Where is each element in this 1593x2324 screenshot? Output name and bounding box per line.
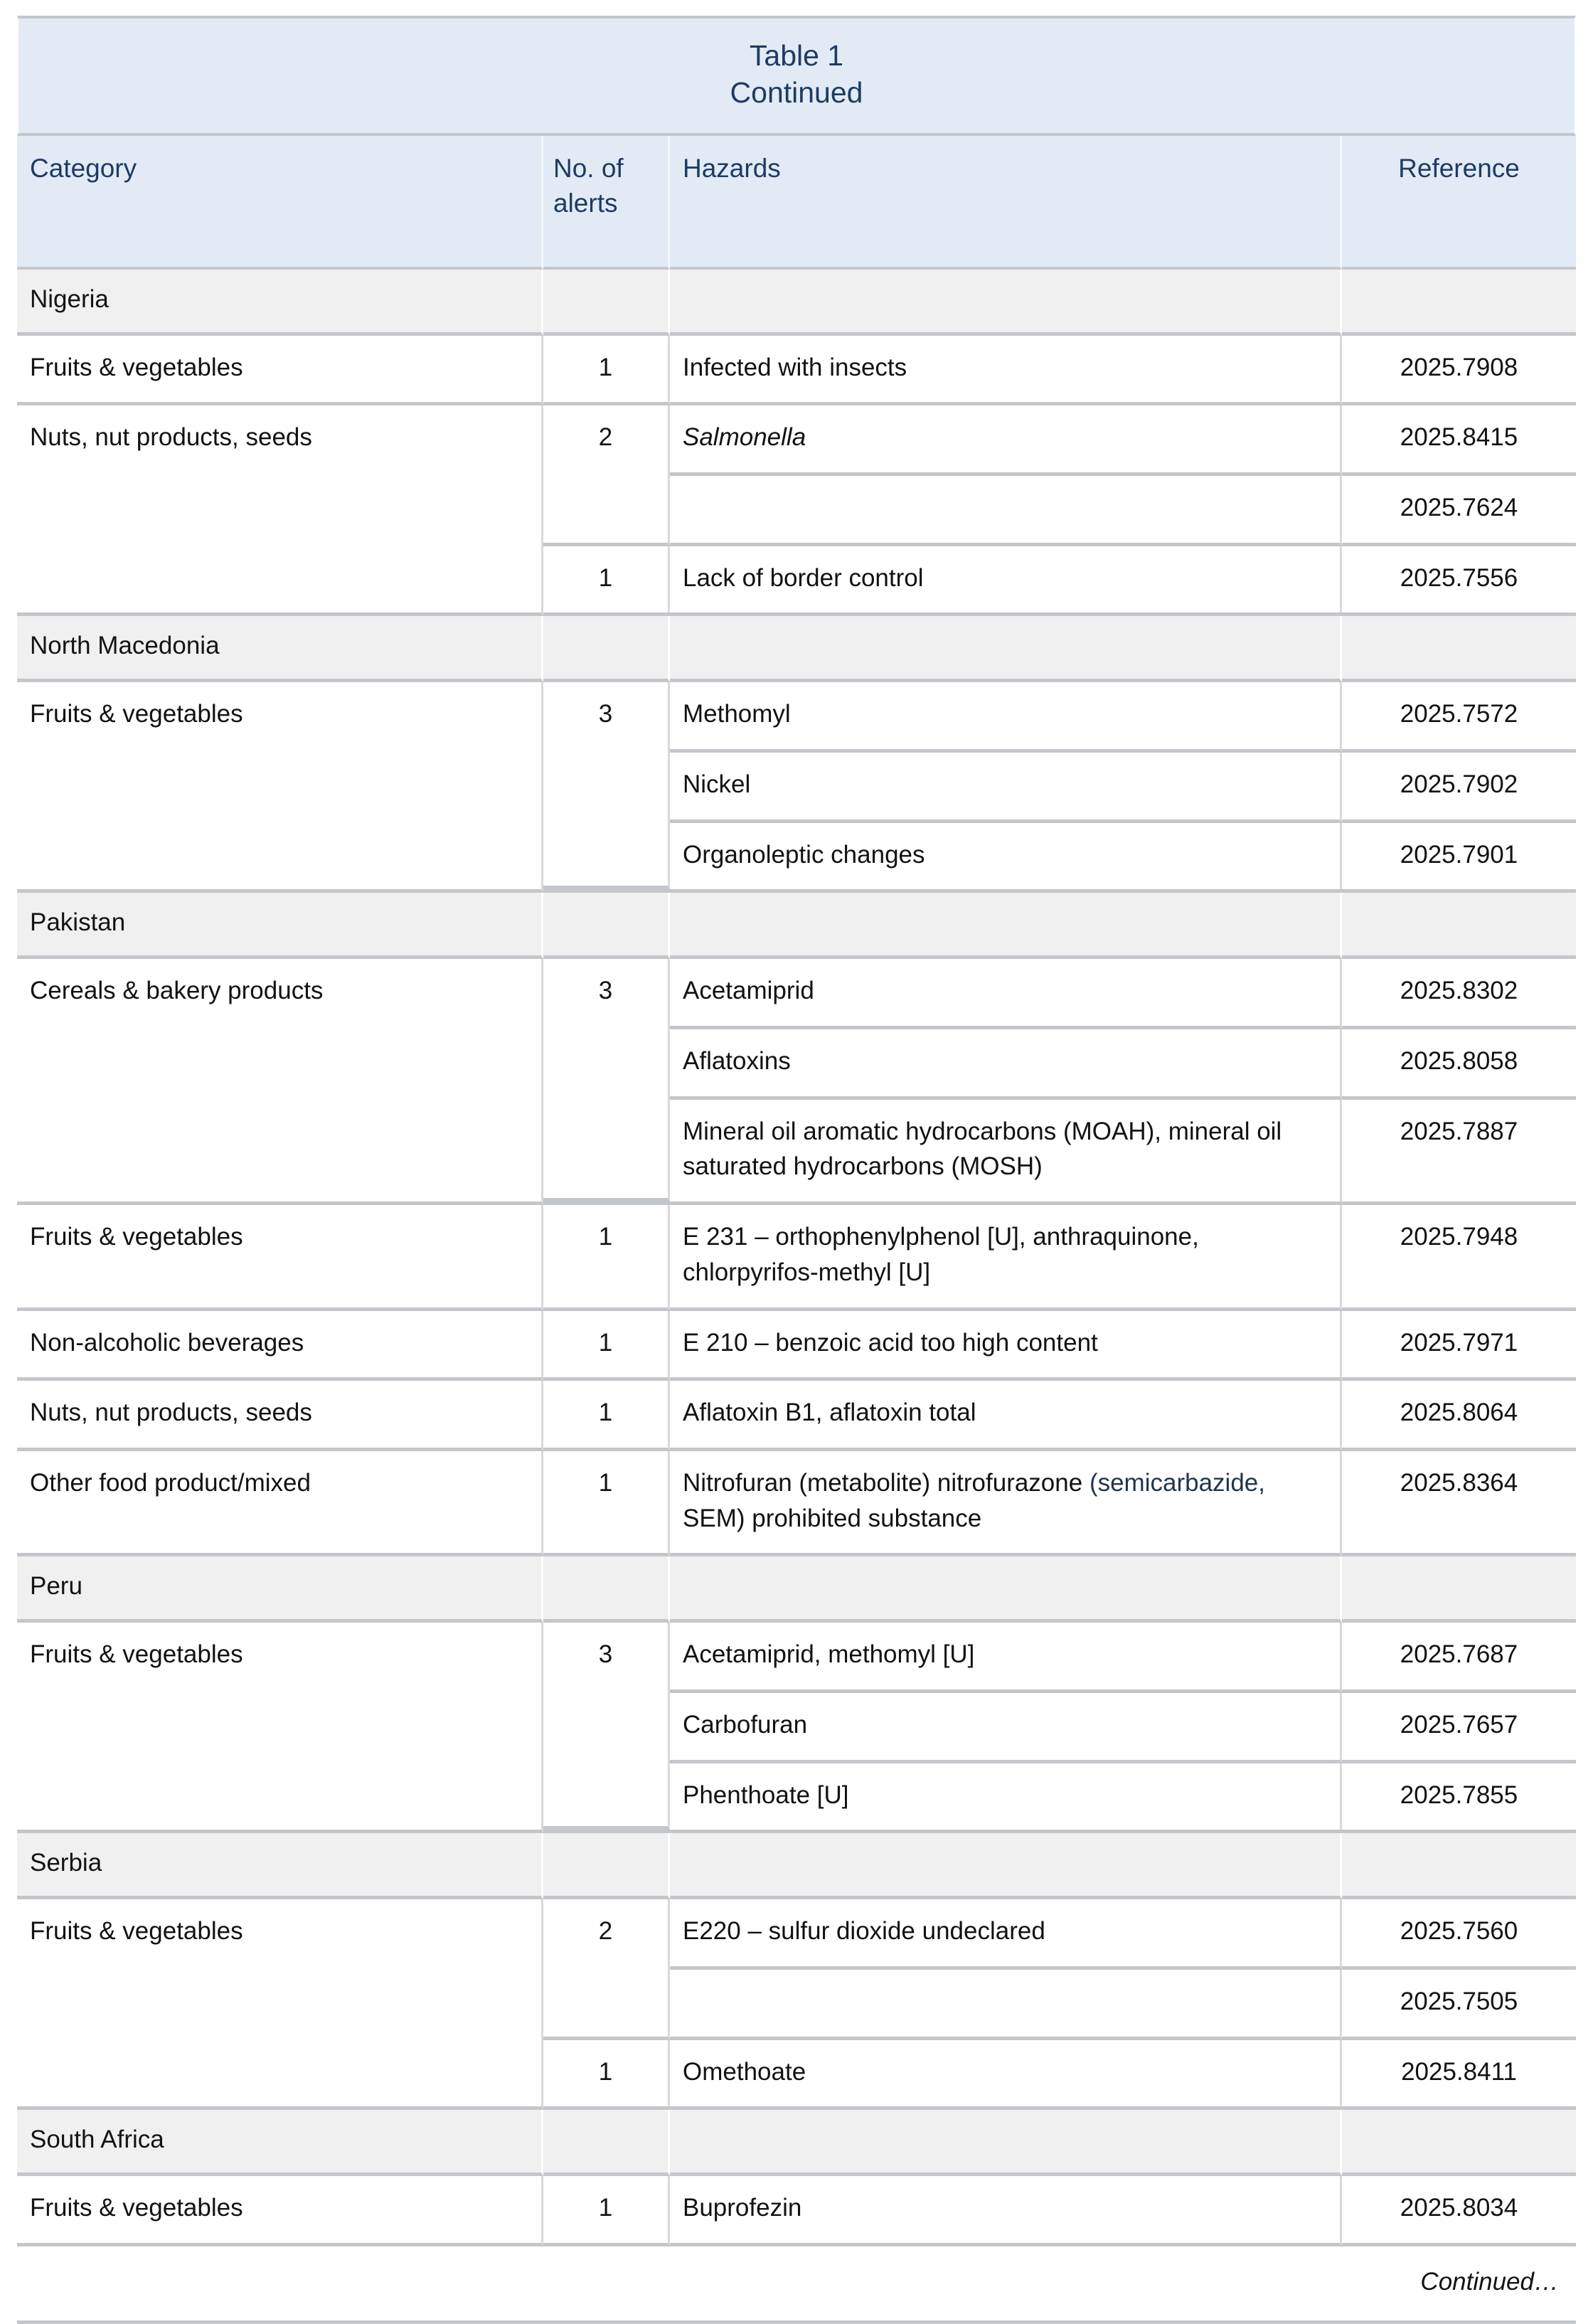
num-alerts-cell: 1 <box>543 1381 670 1451</box>
reference-cell: 2025.7948 <box>1342 1205 1576 1310</box>
num-alerts-cell: 1 <box>543 2040 670 2107</box>
reference-cell: 2025.7887 <box>1342 1100 1576 1201</box>
hazard-text-part: Nitrofuran (metabolite) nitrofurazone <box>683 1468 1089 1497</box>
num-alerts-cell: 3 <box>543 682 670 889</box>
table-row <box>17 405 1576 616</box>
sub-row <box>543 1623 1576 1693</box>
category-cell: Fruits & vegetables <box>17 1205 543 1310</box>
reference-cell: 2025.7855 <box>1342 1763 1576 1830</box>
num-alerts-cell: 1 <box>543 336 670 406</box>
hazard-text-highlight: (semicarbazide, <box>1089 1468 1265 1497</box>
country-hazard-spacer <box>670 893 1342 959</box>
category-cell: Fruits & vegetables <box>17 2176 543 2246</box>
sub-row <box>543 682 1576 753</box>
hazard-text: Buprofezin <box>683 2194 802 2222</box>
table-title-line2: Continued <box>730 76 863 110</box>
country-num-spacer <box>543 270 670 336</box>
column-header-reference: Reference <box>1342 136 1576 270</box>
reference-cell: 2025.8364 <box>1342 1451 1576 1556</box>
grouped-cells <box>543 405 1576 616</box>
country-reference-spacer <box>1342 616 1576 682</box>
table-title-row <box>17 16 1576 136</box>
hazard-text-part: SEM) prohibited substance <box>683 1504 982 1532</box>
hazards-cell <box>670 1029 1342 1100</box>
country-hazard-spacer <box>670 1556 1342 1623</box>
country-num-spacer <box>543 1833 670 1899</box>
column-header-hazards: Hazards <box>670 136 1342 270</box>
grouped-cells <box>543 682 1576 893</box>
category-cell: Fruits & vegetables <box>17 1623 543 1833</box>
sub-row <box>543 1100 1576 1201</box>
hazards-cell <box>670 1763 1342 1830</box>
hazards-cell <box>670 546 1342 613</box>
country-num-spacer <box>543 1556 670 1623</box>
reference-cell: 2025.7908 <box>1342 336 1576 406</box>
table-title <box>17 16 1576 136</box>
hazard-text: Aflatoxins <box>683 1047 791 1076</box>
country-hazard-spacer <box>670 2110 1342 2176</box>
table-row <box>17 2176 1576 2246</box>
sub-row <box>543 476 1576 546</box>
country-section-row <box>17 1833 1576 1899</box>
country-num-spacer <box>543 616 670 682</box>
hazards-cell <box>670 1623 1342 1693</box>
country-reference-spacer <box>1342 270 1576 336</box>
reference-cell: 2025.7901 <box>1342 823 1576 890</box>
country-name: Pakistan <box>17 893 543 959</box>
hazard-text: Lack of border control <box>683 563 924 592</box>
hazards-cell <box>670 405 1342 476</box>
hazards-cell <box>670 1100 1342 1201</box>
country-num-spacer <box>543 893 670 959</box>
country-name: Peru <box>17 1556 543 1623</box>
hazards-cell <box>670 336 1342 406</box>
table-row <box>17 959 1576 1205</box>
grouped-cells <box>543 959 1576 1205</box>
continued-note: Continued… <box>17 2246 1576 2324</box>
sub-rows <box>543 682 1576 889</box>
num-alerts-cell: 3 <box>543 1623 670 1830</box>
category-cell: Nuts, nut products, seeds <box>17 1381 543 1451</box>
hazards-cell <box>670 682 1342 753</box>
hazards-cell <box>670 959 1342 1029</box>
sub-row <box>543 823 1576 890</box>
hazards-cell <box>670 823 1342 890</box>
country-section-row <box>17 616 1576 682</box>
hazards-cell <box>670 1311 1342 1381</box>
reference-cell: 2025.7560 <box>1342 1899 1576 1970</box>
table-row <box>17 336 1576 406</box>
sub-rows <box>543 959 1576 1201</box>
alerts-table <box>17 16 1576 2324</box>
sub-row <box>543 405 1576 476</box>
category-cell: Fruits & vegetables <box>17 1899 543 2110</box>
country-hazard-spacer <box>670 270 1342 336</box>
category-cell: Fruits & vegetables <box>17 682 543 893</box>
hazards-cell <box>670 1451 1342 1556</box>
hazards-cell <box>670 1970 1342 2040</box>
country-reference-spacer <box>1342 1833 1576 1899</box>
num-alerts-cell: 1 <box>543 2176 670 2246</box>
sub-row <box>543 1970 1576 2040</box>
table-title-line1: Table 1 <box>749 39 844 72</box>
hazards-cell <box>670 753 1342 823</box>
country-hazard-spacer <box>670 616 1342 682</box>
hazard-text: E 231 – orthophenylphenol [U], anthraquinone, chlorpyrifos-methyl [U] <box>683 1223 1199 1286</box>
hazard-text: Salmonella <box>683 423 806 452</box>
hazards-cell <box>670 1205 1342 1310</box>
hazards-cell <box>670 2040 1342 2107</box>
country-name: North Macedonia <box>17 616 543 682</box>
table-row <box>17 1623 1576 1833</box>
hazard-text: Acetamiprid, methomyl [U] <box>683 1640 975 1669</box>
hazard-text: Mineral oil aromatic hydrocarbons (MOAH), mineral oil saturated hydrocarbons (MOSH) <box>683 1117 1282 1181</box>
reference-cell: 2025.8415 <box>1342 405 1576 476</box>
sub-row <box>543 1763 1576 1830</box>
sub-rows <box>543 1899 1576 2106</box>
table-row <box>17 682 1576 893</box>
column-header-category: Category <box>17 136 543 270</box>
country-name: South Africa <box>17 2110 543 2176</box>
sub-rows <box>543 1623 1576 1830</box>
num-alerts-cell: 1 <box>543 1451 670 1556</box>
reference-cell: 2025.7624 <box>1342 476 1576 546</box>
sub-row <box>543 2040 1576 2107</box>
table-row <box>17 1205 1576 1310</box>
num-alerts-cell: 2 <box>543 405 670 546</box>
country-section-row <box>17 2110 1576 2176</box>
hazard-text: Omethoate <box>683 2057 806 2086</box>
country-reference-spacer <box>1342 1556 1576 1623</box>
category-cell: Fruits & vegetables <box>17 336 543 406</box>
country-reference-spacer <box>1342 893 1576 959</box>
hazard-text: Organoleptic changes <box>683 840 925 869</box>
reference-cell: 2025.7556 <box>1342 546 1576 613</box>
hazard-text: Methomyl <box>683 700 791 728</box>
grouped-cells <box>543 1899 1576 2110</box>
reference-cell: 2025.8058 <box>1342 1029 1576 1100</box>
table-row <box>17 1381 1576 1451</box>
reference-cell: 2025.8302 <box>1342 959 1576 1029</box>
category-cell: Cereals & bakery products <box>17 959 543 1205</box>
country-name: Serbia <box>17 1833 543 1899</box>
column-header-num-alerts: No. of alerts <box>543 136 670 270</box>
sub-row <box>543 1693 1576 1763</box>
hazard-text: E 210 – benzoic acid too high content <box>683 1328 1098 1357</box>
hazard-text: Infected with insects <box>683 353 907 381</box>
sub-row <box>543 546 1576 613</box>
table-row <box>17 1451 1576 1556</box>
reference-cell: 2025.8411 <box>1342 2040 1576 2107</box>
country-name: Nigeria <box>17 270 543 336</box>
hazards-cell <box>670 1381 1342 1451</box>
sub-row <box>543 1029 1576 1100</box>
reference-cell: 2025.7572 <box>1342 682 1576 753</box>
grouped-cells <box>543 1623 1576 1833</box>
sub-row <box>543 1899 1576 1970</box>
hazards-cell <box>670 476 1342 546</box>
reference-cell: 2025.7687 <box>1342 1623 1576 1693</box>
country-reference-spacer <box>1342 2110 1576 2176</box>
reference-cell: 2025.8034 <box>1342 2176 1576 2246</box>
hazard-text: Acetamiprid <box>683 977 814 1005</box>
num-alerts-cell: 1 <box>543 546 670 613</box>
country-hazard-spacer <box>670 1833 1342 1899</box>
num-alerts-cell: 2 <box>543 1899 670 2039</box>
country-section-row <box>17 270 1576 336</box>
table-footer-row <box>17 2246 1576 2324</box>
country-section-row <box>17 893 1576 959</box>
num-alerts-cell: 1 <box>543 1205 670 1310</box>
country-section-row <box>17 1556 1576 1623</box>
reference-cell: 2025.7657 <box>1342 1693 1576 1763</box>
reference-cell: 2025.8064 <box>1342 1381 1576 1451</box>
country-num-spacer <box>543 2110 670 2176</box>
table-body <box>17 16 1576 2324</box>
hazard-text: E220 – sulfur dioxide undeclared <box>683 1917 1045 1946</box>
reference-cell: 2025.7971 <box>1342 1311 1576 1381</box>
sub-rows <box>543 405 1576 612</box>
reference-cell: 2025.7902 <box>1342 753 1576 823</box>
num-alerts-cell: 3 <box>543 959 670 1201</box>
reference-cell: 2025.7505 <box>1342 1970 1576 2040</box>
hazards-cell <box>670 1693 1342 1763</box>
category-cell: Other food product/mixed <box>17 1451 543 1556</box>
sub-row <box>543 753 1576 823</box>
sub-row <box>543 959 1576 1029</box>
table-row <box>17 1311 1576 1381</box>
hazards-cell <box>670 1899 1342 1970</box>
hazard-text: Nickel <box>683 770 751 799</box>
num-alerts-cell: 1 <box>543 1311 670 1381</box>
hazard-text: Carbofuran <box>683 1710 808 1739</box>
hazard-text: Aflatoxin B1, aflatoxin total <box>683 1399 976 1427</box>
table-row <box>17 1899 1576 2110</box>
hazards-cell <box>670 2176 1342 2246</box>
column-header-row <box>17 136 1576 270</box>
category-cell: Nuts, nut products, seeds <box>17 405 543 616</box>
category-cell: Non-alcoholic beverages <box>17 1311 543 1381</box>
hazard-text: Phenthoate [U] <box>683 1781 849 1809</box>
